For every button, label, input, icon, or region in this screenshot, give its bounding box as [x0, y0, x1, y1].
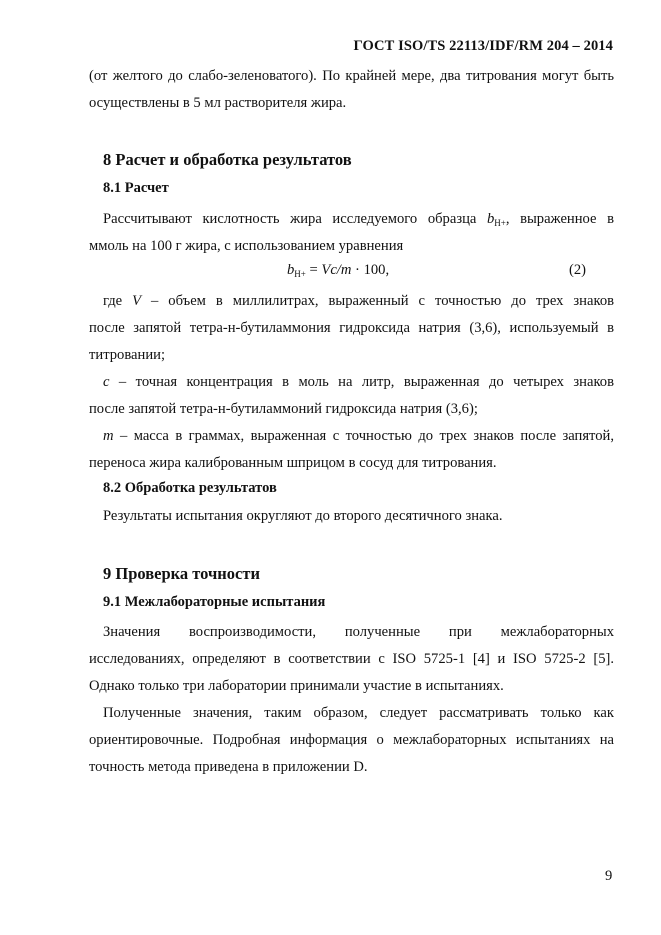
results-line-2: ориентировочные. Подробная информация о межлабораторных испытаниях на: [89, 732, 614, 748]
interlab-line-3: Однако только три лаборатории принимали участие в испытаниях.: [89, 678, 504, 694]
where-c-line-2: после запятой тетра-н-бутиламмоний гидроксида натрия (3,6);: [89, 401, 478, 417]
variable-m: m: [103, 428, 114, 444]
variable-b: b: [486, 211, 495, 227]
interlab-line-2: исследованиях, определяют в соответствии с ISO 5725-1 [4] и ISO 5725-2 [5].: [89, 651, 614, 667]
calc-paragraph-line-2: ммоль на 100 г жира, с использованием уравнения: [89, 238, 404, 254]
section-8-title: 8 Расчет и обработка результатов: [103, 150, 352, 169]
variable-c: c: [103, 374, 110, 390]
intro-line-2: осуществлены в 5 мл растворителя жира.: [89, 95, 347, 111]
interlab-line-1: Значения воспроизводимости, полученные при межлабораторных: [103, 624, 614, 640]
section-9-1-title: 9.1 Межлабораторные испытания: [103, 594, 326, 610]
formula: $b_{H+} = Vc/m \cdot 100$,: [287, 262, 390, 279]
results-line-3: точность метода приведена в приложении D.: [89, 759, 368, 775]
document-header: ГОСТ ISO/TS 22113/IDF/RM 204 – 2014: [353, 38, 613, 54]
rounding-paragraph: Результаты испытания округляют до второго десятичного знака.: [103, 508, 503, 524]
formula-number: (2): [569, 262, 587, 278]
where-m-line-2: переноса жира калиброванным шприцом в сосуд для титрования.: [89, 455, 497, 471]
where-v-line-2: после запятой тетра-н-бутиламмония гидроксида натрия (3,6), используемый в: [89, 320, 614, 336]
page-number: 9: [605, 868, 613, 884]
section-8-1-title: 8.1 Расчет: [103, 180, 169, 196]
intro-line-1: (от желтого до слабо-зеленоватого). По крайней мере, два титрования могут быть: [89, 68, 614, 84]
where-v-line-3: титровании;: [89, 347, 165, 363]
where-v-line-1: где V – объем в миллилитрах, выраженный с точностью до трех знаков: [103, 293, 615, 309]
where-m-line-1: m – масса в граммах, выраженная с точностью до трех знаков после запятой,: [103, 428, 614, 444]
results-line-1: Полученные значения, таким образом, следует рассматривать только как: [103, 705, 614, 721]
subscript-h: H+: [494, 218, 506, 228]
calc-paragraph-line-1: Рассчитывают кислотность жира исследуемого образца $b_{H+}$, выраженное в: [103, 211, 614, 228]
variable-v: V: [132, 293, 142, 309]
section-8-2-title: 8.2 Обработка результатов: [103, 480, 277, 496]
where-c-line-1: c – точная концентрация в моль на литр, выраженная до четырех знаков: [103, 374, 614, 390]
section-9-title: 9 Проверка точности: [103, 564, 260, 583]
